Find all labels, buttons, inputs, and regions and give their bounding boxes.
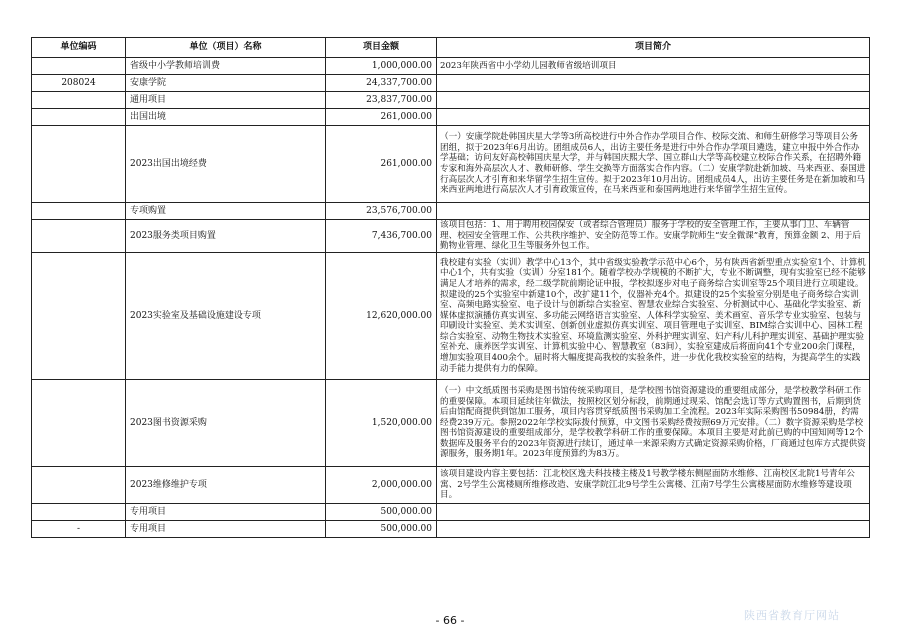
row-name: 2023维修维护专项 (126, 467, 326, 504)
table-row (32, 109, 870, 126)
table-row (32, 253, 870, 380)
row-code: - (32, 521, 126, 538)
row-amount: 7,436,700.00 (326, 220, 437, 253)
table-row (32, 504, 870, 521)
row-intro (437, 75, 870, 92)
table-row (32, 521, 870, 538)
row-amount: 500,000.00 (326, 504, 437, 521)
row-code: 208024 (32, 75, 126, 92)
table-row (32, 203, 870, 220)
row-name: 2023服务类项目购置 (126, 220, 326, 253)
row-name: 2023出国出境经费 (126, 126, 326, 203)
row-intro (437, 92, 870, 109)
row-amount: 500,000.00 (326, 521, 437, 538)
row-code (32, 504, 126, 521)
budget-table (31, 37, 870, 538)
row-intro (437, 521, 870, 538)
table-row (32, 58, 870, 75)
row-amount: 1,520,000.00 (326, 380, 437, 467)
row-intro: 2023年陕西省中小学幼儿园教师省级培训项目 (437, 58, 870, 75)
row-name: 出国出境 (126, 109, 326, 126)
table-row (32, 380, 870, 467)
row-intro: （一）中文纸质图书采购是图书馆传统采购项目，是学校图书馆资源建设的重要组成部分，是学校教学科研工作的重要保障。本项目延续往年做法，按照校区划分标段，前期通过现采、馆配会选订等方式购置图书，后期到货后由馆配商提供到馆加工服务，项目内容贯穿纸质图书采购加工全流程。2023年实际采购图书50984册，约需经费239万元。参照2022年学校实际拨付预算，中文图书采购经费按照69万元安排。（二）数字资源采购是学校图书馆资源建设的重要组成部分，是学校教学科研工作的重要保障。本项目主要是对此前已购的中国知网等12个数据库及服务平台的2023年资源进行续订，通过单一来源采购方式确定资源采购价格，厂商通过包库方式提供资源服务，服务期1年。2023年度预算约为83万。 (437, 380, 870, 467)
column-header-intro: 项目简介 (437, 38, 870, 58)
column-header-amount: 项目金额 (326, 38, 437, 58)
row-intro: （一）安康学院赴韩国庆星大学等3所高校进行中外合作办学项目合作、校际交流、和师生研修学习等项目公务团组，拟于2023年6月出访。团组成员6人，出访主要任务是进行中外合作办学项目遴选，建立申报中外合作办学基础；访问友好高校韩国庆星大学，并与韩国庆熙大学、国立群山大学等高校建立校际合作关系，在招聘外籍专家和海外高层次人才、教师研修、学生交换等方面落实合作内容。（二）安康学院赴新加坡、马来西亚、泰国进行高层次人才引育和来华留学生招生宣传。拟于2023年10月出访。团组成员4人，出访主要任务是在新加坡和马来西亚两地进行高层次人才引育政策宣传，在马来西亚和泰国两地进行来华留学生招生宣传。 (437, 126, 870, 203)
row-name: 安康学院 (126, 75, 326, 92)
row-intro: 我校建有实验（实训）教学中心13个，其中省级实验教学示范中心6个，另有陕西省新型重点实验室1个、计算机中心1个，共有实验（实训）分室181个。随着学校办学规模的不断扩大，专业不断调整，现有实验室已经不能够满足人才培养的需求，经二级学院前期论证申报，学校拟逐步对电子商务综合实训室等25个项目进行立项建设。拟建设的25个实验室中新建10个，改扩建11个，仪器补充4个。拟建设的25个实验室分别是电子商务综合实训室、高频电路实验室、电子设计与创新综合实验室、智慧农业综合实验室、分析测试中心、基础化学实验室、新媒体虚拟演播仿真实训室、多功能云网络语言实验室、人体科学实验室、美术画室、音乐学专业实验室、包装与印刷设计实验室、美术实训室、创新创业虚拟仿真实训室、项目管理电子实训室、BIM综合实训中心、园林工程综合实验室、动物生物技术实验室、环境监测实验室、外科护理实训室、妇产科/儿科护理实训室、基础护理实验室补充、康养医学实训室、计算机实验中心、智慧教室（83间），实验室建成后将面向41个专业200余门课程，增加实验项目400余个。届时将大幅度提高我校的实验条件，进一步优化我校实验室的结构，为提高学生的实践动手能力提供有力的保障。 (437, 253, 870, 380)
row-code (32, 220, 126, 253)
row-code (32, 92, 126, 109)
row-amount: 261,000.00 (326, 109, 437, 126)
row-amount: 2,000,000.00 (326, 467, 437, 504)
row-amount: 12,620,000.00 (326, 253, 437, 380)
row-intro (437, 203, 870, 220)
row-intro: 该项目建设内容主要包括：江北校区逸夫科技楼主楼及1号教学楼东侧屋面防水维修、江南校区北院1号青年公寓、2号学生公寓楼厕所维修改造、安康学院江北9号学生公寓楼、江南7号学生公寓楼屋面防水维修等建设项目。 (437, 467, 870, 504)
row-amount: 1,000,000.00 (326, 58, 437, 75)
row-code (32, 467, 126, 504)
row-name: 2023图书资源采购 (126, 380, 326, 467)
page-number: - 66 - (435, 614, 465, 627)
site-watermark: 陕西省教育厅网站 (744, 609, 840, 622)
row-amount: 24,337,700.00 (326, 75, 437, 92)
column-header-code: 单位编码 (32, 38, 126, 58)
row-name: 通用项目 (126, 92, 326, 109)
row-code (32, 126, 126, 203)
row-name: 专项购置 (126, 203, 326, 220)
row-intro: 该项目包括：1、用于聘用校园保安（或者综合管理员）服务于学校的安全管理工作，主要从事门卫、车辆管理、校园安全管理工作、公共秩序维护、安全防范等工作。安康学院师生“安全微课”教育，预算金额 2、用于后勤物业管理、绿化卫生等服务外包工作。 (437, 220, 870, 253)
table-row (32, 75, 870, 92)
table-row (32, 126, 870, 203)
table-row (32, 220, 870, 253)
table-row (32, 92, 870, 109)
row-amount: 23,576,700.00 (326, 203, 437, 220)
row-code (32, 380, 126, 467)
row-code (32, 109, 126, 126)
row-name: 专用项目 (126, 521, 326, 538)
column-header-name: 单位（项目）名称 (126, 38, 326, 58)
row-code (32, 203, 126, 220)
table-header-row (32, 38, 870, 58)
row-code (32, 58, 126, 75)
row-name: 2023实验室及基础设施建设专项 (126, 253, 326, 380)
row-code (32, 253, 126, 380)
row-name: 专用项目 (126, 504, 326, 521)
table-row (32, 467, 870, 504)
row-amount: 23,837,700.00 (326, 92, 437, 109)
row-name: 省级中小学教师培训费 (126, 58, 326, 75)
row-intro (437, 109, 870, 126)
row-amount: 261,000.00 (326, 126, 437, 203)
row-intro (437, 504, 870, 521)
